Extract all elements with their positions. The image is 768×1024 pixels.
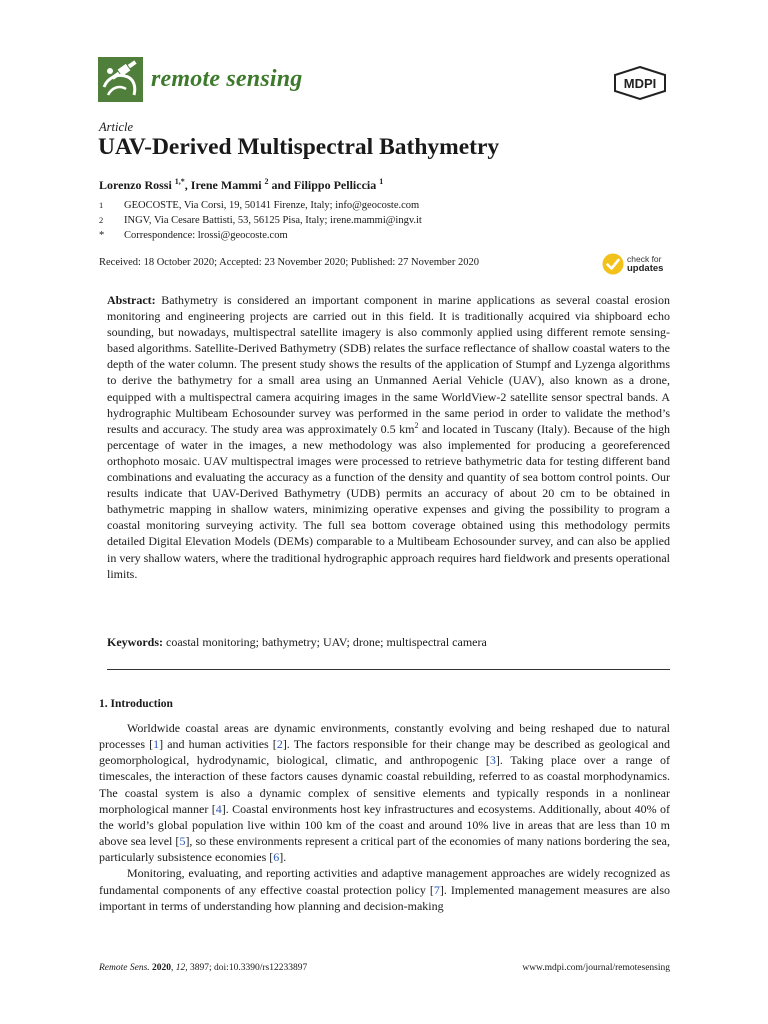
paragraph-text: ] and human activities [ bbox=[159, 737, 277, 752]
section-divider bbox=[107, 669, 670, 670]
citation-doi: , 3897; doi:10.3390/rs12233897 bbox=[185, 963, 308, 973]
check-updates-icon bbox=[602, 253, 624, 275]
check-updates-line2: updates bbox=[627, 263, 664, 274]
citation-link[interactable]: 6 bbox=[273, 850, 280, 865]
correspondence-item bbox=[99, 228, 422, 243]
citation-link[interactable]: 5 bbox=[179, 834, 186, 849]
abstract-text: Bathymetry is considered an important component in marine applications as several coastal erosion monitoring and engineering projects are carried out in this field. It is traditionally acquired via shipboard echo sounding, but nowadays, multispectral satellite imagery is also commonly applied using different remote sensing-based algorithms. Satellite-Derived Bathymetry (SDB) relates the surface reflectance of shallow coastal waters to the depth of the water column. The present study shows the results of the application of Stumpf and Lyzenga algorithms to derive the bathymetry for a small area using an Unmanned Aerial Vehicle (UAV), also known as a drone, equipped with a multispectral camera acquiring images in the same WorldView-2 satellite sensor spectral bands. A hydrographic Multibeam Echosounder survey was performed in the same period in order to validate the method’s results and accuracy. The study area was approximately 0.5 km bbox=[107, 293, 670, 436]
journal-url-link[interactable]: www.mdpi.com/journal/remotesensing bbox=[522, 963, 670, 973]
affiliations bbox=[99, 198, 422, 243]
affiliation-marker: 2 bbox=[99, 215, 104, 225]
keywords-label: Keywords: bbox=[107, 635, 163, 649]
affiliation-text: GEOCOSTE, Via Corsi, 19, 50141 Firenze, Italy; info@geocoste.com bbox=[124, 200, 420, 211]
author-name[interactable]: Lorenzo Rossi bbox=[99, 178, 172, 192]
check-updates-line1: check for bbox=[627, 254, 662, 264]
paragraph-text: Monitoring, evaluating, and reporting activities and adaptive management approaches are widely recognized as fundamental components of any effective coastal protection policy [ bbox=[99, 866, 670, 897]
citation-link[interactable]: 7 bbox=[433, 882, 440, 897]
paragraph-text: Worldwide coastal areas are dynamic environments, constantly evolving and being reshaped due to natural processes [ bbox=[99, 721, 670, 752]
section-heading-introduction: 1. Introduction bbox=[99, 698, 173, 710]
satellite-logo-icon bbox=[98, 57, 143, 102]
affiliation-item bbox=[99, 213, 422, 228]
publication-dates: Received: 18 October 2020; Accepted: 23 November 2020; Published: 27 November 2020 bbox=[99, 257, 479, 268]
abstract-superscript: 2 bbox=[414, 420, 419, 430]
affiliation-item bbox=[99, 198, 422, 213]
author-name[interactable]: Irene Mammi bbox=[190, 178, 262, 192]
author-affil-mark: 2 bbox=[264, 177, 269, 186]
affiliation-text: INGV, Via Cesare Battisti, 53, 56125 Pisa, Italy; irene.mammi@ingv.it bbox=[124, 215, 422, 226]
keywords bbox=[107, 635, 487, 650]
citation-link[interactable]: 2 bbox=[276, 737, 283, 752]
paragraph bbox=[99, 720, 670, 865]
citation-year: 2020 bbox=[152, 963, 172, 973]
abstract bbox=[107, 292, 670, 582]
introduction-body bbox=[99, 720, 670, 914]
correspondence-text: Correspondence: lrossi@geocoste.com bbox=[124, 230, 288, 241]
keywords-text: coastal monitoring; bathymetry; UAV; drone; multispectral camera bbox=[163, 635, 487, 649]
author-affil-mark: 1,* bbox=[174, 177, 185, 186]
paragraph-text: ]. Taking place over a range of timescales, the interaction of these factors causes dynamic coastal rebuilding, referred to as coastal morphodynamics. The coastal system is also a dynamic complex of sensitive elements and typically responds in a nonlinear morphological manner [ bbox=[99, 753, 670, 816]
affiliation-marker: * bbox=[99, 230, 105, 241]
abstract-text: and located in Tuscany (Italy). Because of the high percentage of water in the images, a new methodology was also implemented for producing a georeferenced orthophoto mosaic. UAV multispectral images were processed to retrieve bathymetric data for testing different band combinations and evaluating the accuracy as a function of the density and quantity of sea bottom control points. Our results indicate that UAV-Derived Bathymetry (UDB) permits an accuracy of about 20 cm to be obtained in bathymetric mapping in shallow waters, minimizing operative expenses and giving the possibility to program a coastal monitoring surveying activity. The full sea bottom coverage obtained using this methodology permits detailed Digital Elevation Models (DEMs) comparable to a Multibeam Echosounder survey, and can also be applied in very shallow waters, where the traditional hydrographic approach requires hard fieldwork and presents operational limits. bbox=[107, 421, 670, 581]
journal-name: remote sensing bbox=[151, 66, 303, 92]
affiliation-marker: 1 bbox=[99, 200, 104, 210]
journal-logo[interactable] bbox=[98, 57, 302, 102]
author-list bbox=[99, 177, 383, 193]
check-for-updates-badge[interactable] bbox=[602, 253, 663, 275]
citation-link[interactable]: 3 bbox=[489, 753, 496, 768]
author-affil-mark: 1 bbox=[379, 177, 384, 186]
journal-abbreviation: Remote Sens. bbox=[99, 963, 150, 973]
abstract-label: Abstract: bbox=[107, 293, 156, 307]
article-type: Article bbox=[99, 120, 134, 134]
mdpi-logo-icon[interactable] bbox=[612, 66, 668, 100]
paragraph bbox=[99, 865, 670, 913]
publisher-name: MDPI bbox=[623, 76, 657, 91]
paragraph-text: ]. The factors responsible for their change may be described as geological and geomorphological, hydrodynamic, biological, climatic, and anthropogenic [ bbox=[99, 737, 671, 768]
citation-link[interactable]: 1 bbox=[153, 737, 160, 752]
paragraph-text: ]. Implemented management measures are also important in terms of understanding how planning and decision-making bbox=[99, 882, 670, 913]
paragraph-text: ], so these environments represent a critical part of the economies of many nations bordering the sea, particularly subsistence economies [ bbox=[99, 834, 670, 865]
citation-volume: 12 bbox=[175, 963, 186, 973]
paragraph-text: ]. bbox=[279, 850, 287, 865]
paragraph-text: ]. Coastal environments host key infrastructures and ecosystems. Additionally, about 40% of the world’s global population live within 100 km of the coast and around 10% live in areas that are less than 10 m above sea level [ bbox=[99, 801, 670, 849]
author-separator: , bbox=[184, 178, 191, 192]
article-title: UAV-Derived Multispectral Bathymetry bbox=[98, 134, 500, 160]
author-name[interactable]: Filippo Pelliccia bbox=[293, 178, 377, 192]
citation-link[interactable]: 4 bbox=[215, 801, 222, 816]
author-separator: and bbox=[268, 178, 294, 192]
citation-line: Remote Sens. 2020, 12, 3897; doi:10.3390/rs12233897 bbox=[99, 963, 308, 973]
